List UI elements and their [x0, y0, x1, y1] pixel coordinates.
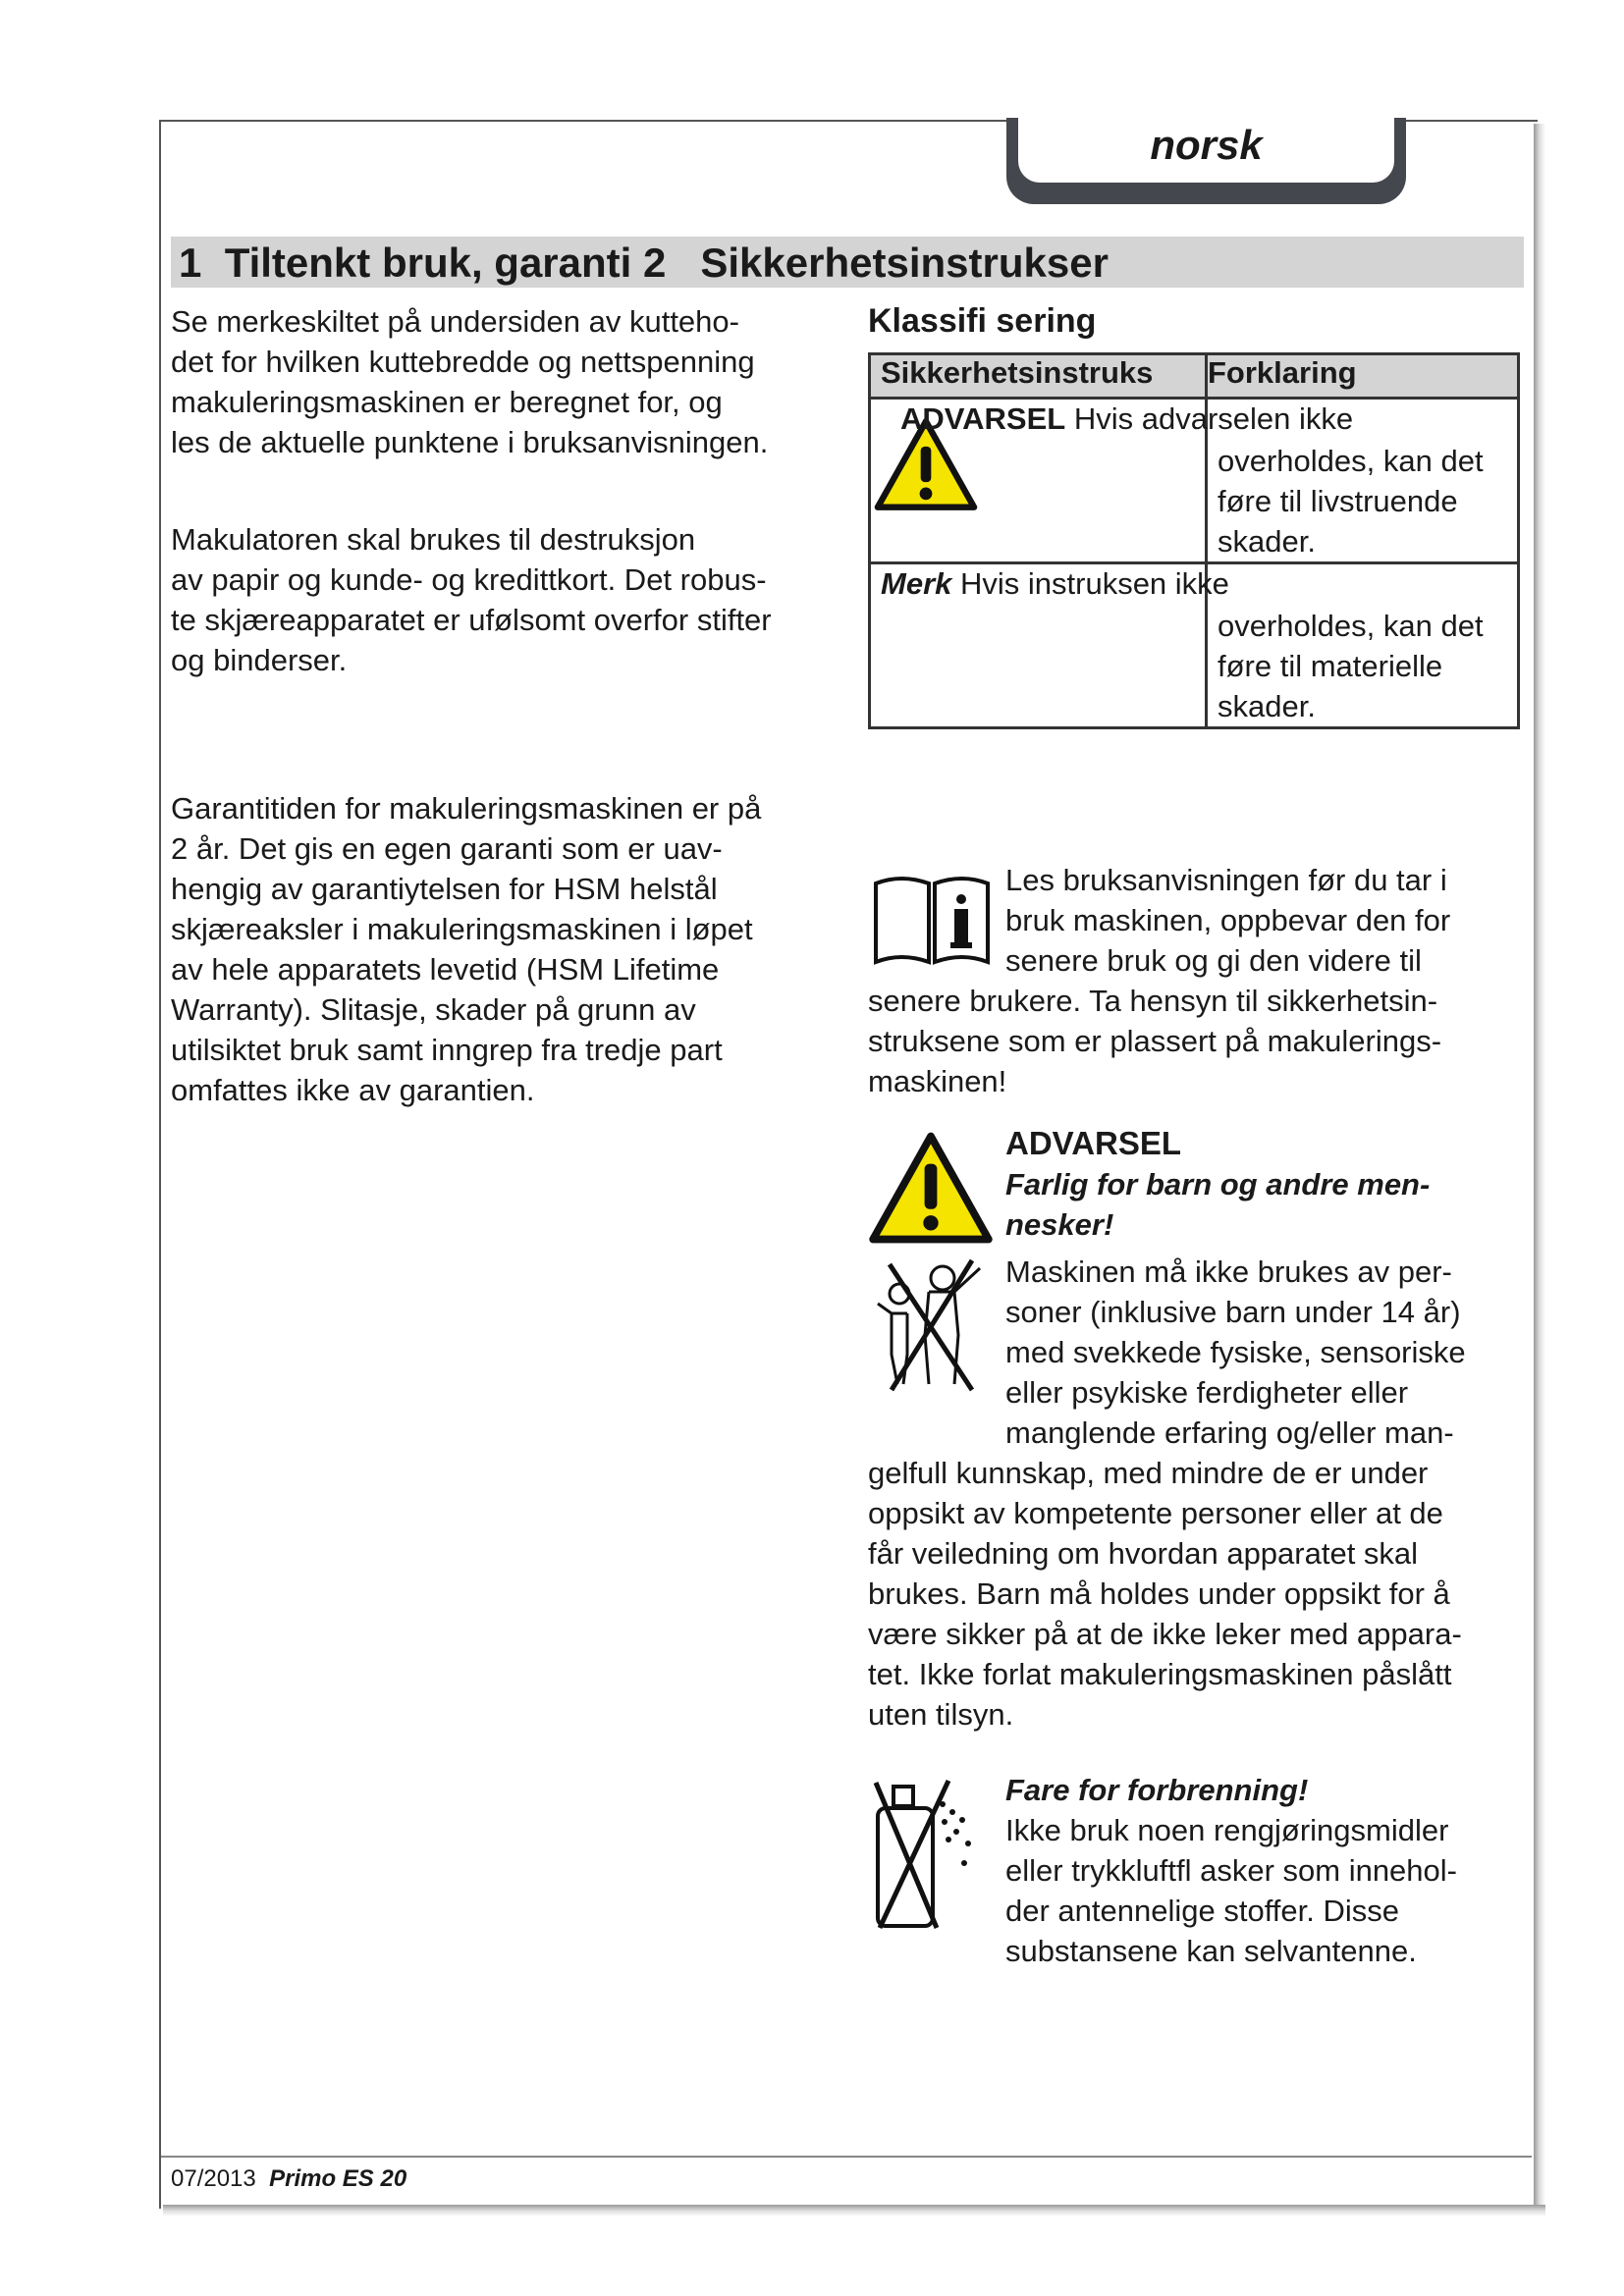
page-shadow — [1534, 124, 1545, 2215]
fire-hazard-text: Ikke bruk noen rengjøringsmidler eller trykkluftfl asker som innehol- der antennelige stoffer. Disse substansene kan selvantenne. — [1005, 1813, 1457, 1968]
table-row — [870, 563, 1519, 728]
row-explanation: overholdes, kan det føre til materielle skader. — [1207, 563, 1519, 728]
no-children-icon — [870, 1256, 986, 1396]
read-manual-text: Les bruksanvisningen før du tar i bruk maskinen, oppbevar den for senere bruk og gi den videre til — [1005, 863, 1451, 978]
footer-date: 07/2013 — [171, 2165, 256, 2192]
advarsel-label: ADVARSEL — [900, 401, 1066, 436]
no-spray-can-icon — [870, 1775, 988, 1934]
table-header: Forklaring — [1207, 354, 1519, 399]
intended-use-paragraph: Makulatoren skal brukes til destruksjon av papir og kunde- og kredittkort. Det robus- te skjæreapparatet er ufølsomt overfor stifter og binderser. — [171, 522, 772, 677]
warning-text: gelfull kunnskap, med mindre de er under oppsikt av kompetente personer eller at de får veiledning om hvordan apparatet skal brukes. Barn må holdes under oppsikt for å være sikker på at de ikke leker med appara- tet. Ikke forlat makuleringsmaskinen påslått uten tilsyn. — [868, 1456, 1462, 1732]
warranty-paragraph: Garantitiden for makuleringsmaskinen er på 2 år. Det gis en egen garanti som er uav- hengig av garantiytelsen for HSM helstål skjæreaksler i makuleringsmaskinen i løpet av hele apparatets levetid (HSM Lifetime Warranty). Slitasje, skader på grunn av utilsiktet bruk samt inngrep fra tredje part omfattes ikke av garantien. — [171, 791, 762, 1107]
language-label: norsk — [1150, 122, 1263, 168]
intended-use-paragraph: Se merkeskiltet på undersiden av kutteho- det for hvilken kuttebredde og nettspenning makuleringsmaskinen er beregnet for, og les de aktuelle punktene i bruksanvisningen. — [171, 304, 769, 459]
warning-subtitle: Farlig for barn og andre men- nesker! — [1005, 1167, 1431, 1242]
row-text: Hvis advarselen ikke — [1073, 401, 1354, 436]
classification-heading: Klassifi sering — [868, 302, 1097, 340]
table-header: Sikkerhetsinstruks — [870, 354, 1207, 399]
footer-product: Primo ES 20 — [269, 2165, 407, 2192]
row-explanation: overholdes, kan det føre til livstruende skader. — [1207, 399, 1519, 563]
read-manual-text: senere brukere. Ta hensyn til sikkerhetsin- struksene som er plassert på makulerings- maskinen! — [868, 984, 1442, 1098]
read-manual-icon — [872, 872, 992, 970]
warning-triangle-icon — [868, 1131, 994, 1245]
page-shadow — [163, 2205, 1545, 2216]
warning-title: ADVARSEL — [1005, 1125, 1182, 1161]
classification-table — [868, 352, 1520, 729]
section-heading: 1 Tiltenkt bruk, garanti 2 Sikkerhetsinstrukser — [179, 240, 1109, 286]
merk-label: Merk — [881, 566, 952, 601]
footer — [171, 2165, 406, 2193]
table-row — [870, 399, 1519, 563]
row-text: Hvis instruksen ikke — [960, 566, 1229, 601]
warning-text: Maskinen må ikke brukes av per- soner (inklusive barn under 14 år) med svekkede fysiske, sensoriske eller psykiske ferdigheter eller manglende erfaring og/eller man- — [1005, 1255, 1466, 1450]
table-header-row — [870, 354, 1519, 399]
fire-hazard-title: Fare for forbrenning! — [1005, 1773, 1309, 1807]
footer-divider — [161, 2156, 1532, 2158]
